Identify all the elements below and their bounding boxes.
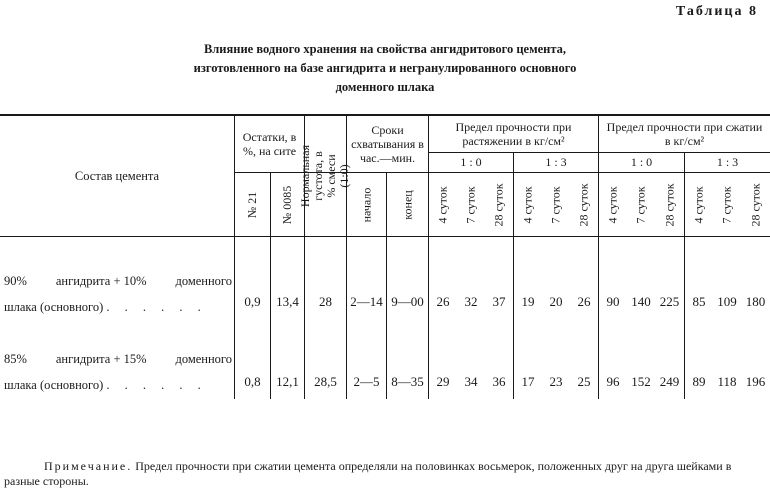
row-2-composition-line-2 [4, 372, 232, 398]
header-t10-day7 [457, 173, 485, 236]
row-2-slag: шлака (основного) [4, 378, 104, 392]
row-1-t13-day7: 20 [549, 294, 563, 309]
row-2-c13-day28: 196 [745, 374, 766, 389]
header-t10-day28 [485, 173, 513, 236]
row-1-t13-day28: 26 [577, 294, 591, 309]
row-2-setting-start: 2—5 [353, 374, 380, 389]
header-c13-day28-text: 28 суток [748, 182, 763, 227]
header-tensile [429, 116, 598, 152]
note-lead: Примечание. [44, 459, 133, 473]
row-2-t10-day28: 36 [492, 374, 506, 389]
row-1-c10-day7: 140 [631, 294, 651, 309]
header-residue-text: Остатки, в %, на сите [242, 130, 297, 158]
row-1-percent: 90% [4, 274, 27, 288]
header-compressive-ratio-1-0: 1 : 0 [630, 155, 653, 169]
row-1-setting-start: 2—14 [350, 294, 383, 309]
header-c10-day28 [655, 173, 684, 236]
header-c13-day7-text: 7 суток [720, 185, 734, 224]
row-1-slag: шлака (основного) [4, 300, 104, 314]
header-compressive-text: Предел прочности при сжатии в кг/см² [606, 120, 763, 148]
row-2-composition [4, 346, 232, 398]
row-2-t13-day28: 25 [577, 374, 591, 389]
row-1-composition [4, 268, 232, 320]
table-note [4, 459, 766, 489]
row-2-c13-day7: 118 [717, 374, 737, 389]
header-composition: Состав цемента [74, 168, 160, 183]
row-2-leader-dots: . . . . . . [106, 378, 207, 392]
row-1-c13-day28: 180 [745, 294, 766, 309]
header-c13-day4-text: 4 суток [692, 185, 706, 224]
row-1-c13-day7: 109 [717, 294, 737, 309]
rule-header-bottom [0, 236, 770, 237]
row-2-c13-day4: 89 [692, 374, 706, 389]
title-line-3: доменного шлака [335, 80, 435, 94]
row-2-c10-day28: 249 [659, 374, 680, 389]
header-residue [235, 116, 304, 172]
row-1-anhydrite: ангидрита + 10% [55, 274, 147, 288]
header-c10-day28-text: 28 суток [662, 182, 677, 227]
row-1-t10-day4: 26 [436, 294, 450, 309]
header-c13-day4 [685, 173, 713, 236]
row-1-composition-line-1 [4, 268, 232, 294]
title-line-1: Влияние водного хранения на свойства ангидритового цемента, [203, 42, 567, 56]
row-2-normal-density: 28,5 [314, 374, 337, 389]
table-label: Таблица 8 [675, 4, 758, 19]
row-2-t13-day4: 17 [521, 374, 535, 389]
header-c10-day7 [627, 173, 655, 236]
header-sieve-21 [235, 173, 270, 236]
row-1-composition-line-2 [4, 294, 232, 320]
row-2-c10-day7: 152 [631, 374, 651, 389]
header-t13-day4-text: 4 суток [521, 185, 535, 224]
row-2-sieve-21: 0,8 [244, 374, 261, 389]
row-2-percent: 85% [4, 352, 27, 366]
header-t13-day28-text: 28 суток [577, 182, 591, 227]
header-c13-day28 [741, 173, 770, 236]
row-1-c13-day4: 85 [692, 294, 706, 309]
header-t10-day4 [429, 173, 457, 236]
row-1-t10-day28: 37 [492, 294, 506, 309]
header-tensile-ratio-1-3: 1 : 3 [545, 155, 567, 169]
header-compressive [599, 116, 770, 152]
row-1-c10-day4: 90 [606, 294, 620, 309]
header-setting-end [387, 173, 428, 236]
row-2-setting-end: 8—35 [391, 374, 424, 389]
row-1-t13-day4: 19 [521, 294, 535, 309]
header-tensile-text: Предел прочности при растяжении в кг/см² [455, 120, 572, 148]
header-setting-start-text: начало [359, 187, 374, 222]
row-2-composition-line-1 [4, 346, 232, 372]
row-2-t13-day7: 23 [549, 374, 563, 389]
header-setting-time [347, 116, 428, 172]
row-1-t10-day7: 32 [464, 294, 478, 309]
row-2-anhydrite: ангидрита + 15% [55, 352, 147, 366]
row-2-sieve-0085: 12,1 [276, 374, 299, 389]
header-t10-day28-text: 28 суток [492, 182, 506, 227]
title-line-2: изготовленного на базе ангидрита и негранулированного основного [193, 61, 577, 75]
header-setting-start [347, 173, 386, 236]
row-1-slag-word: доменного [175, 274, 232, 288]
row-1-normal-density: 28 [319, 294, 332, 309]
header-tensile-ratio-1-0: 1 : 0 [460, 155, 482, 169]
row-2-c10-day4: 96 [606, 374, 620, 389]
header-setting-end-text: конец [400, 189, 415, 220]
header-c10-day7-text: 7 суток [634, 185, 648, 224]
header-t13-day28 [570, 173, 598, 236]
row-2-slag-word: доменного [175, 352, 232, 366]
header-t13-day7-text: 7 суток [549, 185, 563, 224]
header-normal-density [298, 116, 352, 236]
header-t13-day7 [542, 173, 570, 236]
header-normal-density-text: Нормальная густота, в % смеси (1:0) [298, 144, 352, 208]
row-1-sieve-21: 0,9 [244, 294, 261, 309]
row-1-sieve-0085: 13,4 [276, 294, 299, 309]
row-1-leader-dots: . . . . . . [106, 300, 207, 314]
header-c10-day4 [599, 173, 627, 236]
table-title [0, 40, 770, 97]
header-c10-day4-text: 4 суток [606, 185, 620, 224]
header-t10-day7-text: 7 суток [464, 185, 478, 224]
header-compressive-ratio-1-3: 1 : 3 [716, 155, 739, 169]
header-sieve-0085-text: № 0085 [280, 185, 295, 224]
note-text: Предел прочности при сжатии цемента определяли на половинках восьмерок, положенных друг на друга шейками в разные стороны. [4, 459, 732, 488]
header-c13-day7 [713, 173, 741, 236]
row-2-t10-day7: 34 [464, 374, 478, 389]
header-t13-day4 [514, 173, 542, 236]
header-t10-day4-text: 4 суток [436, 185, 450, 224]
header-sieve-21-text: № 21 [245, 191, 260, 218]
header-setting-time-text: Сроки схватывания в час.—мин. [351, 123, 424, 165]
row-2-t10-day4: 29 [436, 374, 450, 389]
row-1-c10-day28: 225 [659, 294, 680, 309]
row-1-setting-end: 9—00 [391, 294, 424, 309]
